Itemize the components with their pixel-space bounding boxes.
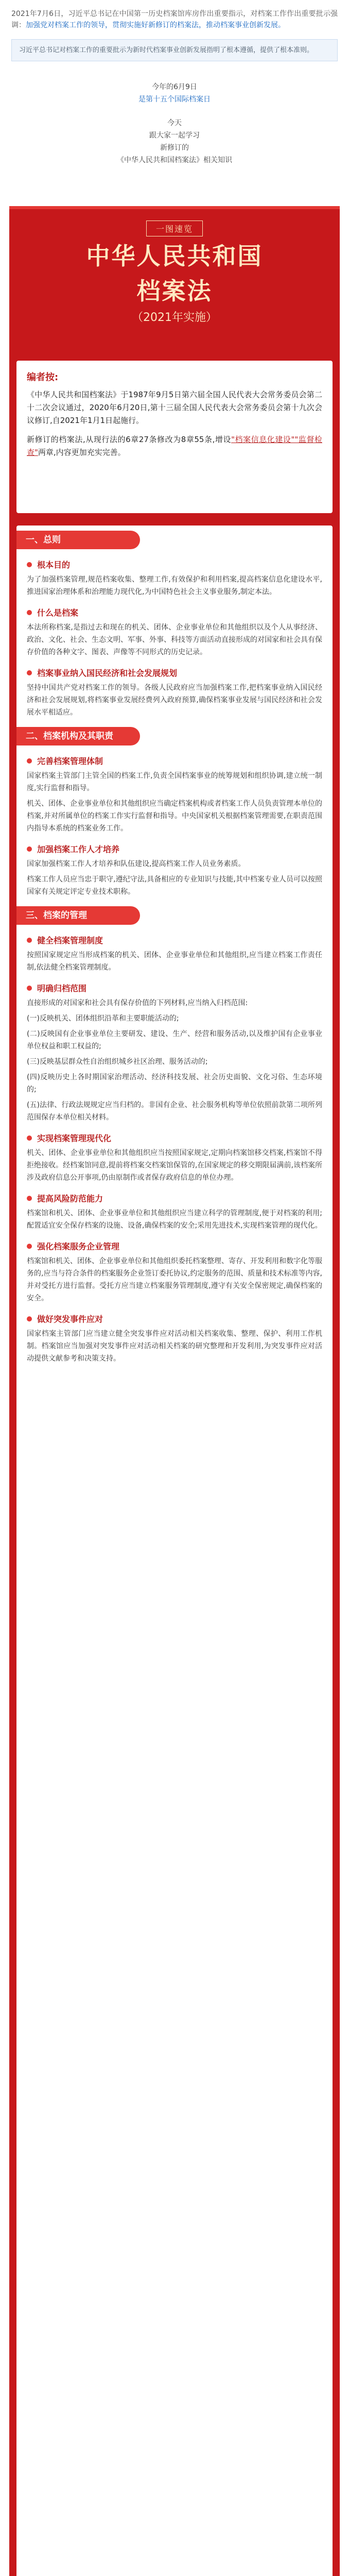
bullet-icon — [27, 610, 32, 615]
editor-note-p2-highlight: "档案信息化建设""监督检查" — [27, 435, 322, 457]
item-heading: 加强档案工作人才培养 — [27, 843, 322, 855]
item-text: 直接形成的对国家和社会具有保存价值的下列材料,应当纳入归档范围: — [27, 999, 248, 1007]
item-heading: 强化档案服务企业管理 — [27, 1240, 322, 1252]
poster-subtitle: （2021年实施） — [132, 311, 217, 324]
item-text: (五)法律、行政法规规定应当归档的。非国有企业、社会服务机构等单位依照前款第二项所列范围保存本单位相关材料。 — [27, 1101, 322, 1122]
stamp-line-6: 《中华人民共和国档案法》相关知识 — [117, 156, 232, 164]
item-heading: 明确归档范围 — [27, 982, 322, 994]
poster-top-band — [9, 206, 340, 209]
section-header — [16, 722, 333, 747]
item-text: 档案馆和机关、团体、企业事业单位和其他组织应当建立科学的管理制度,便于对档案的利用;配置适宜安全保存档案的设施、设备,确保档案的安全;采用先进技术,实现档案管理的现代化。 — [27, 1209, 322, 1230]
bullet-icon — [27, 670, 32, 675]
poster-title-1: 中华人民共和国 — [86, 242, 263, 270]
item-text: 国家档案主管部门主管全国的档案工作,负责全国档案事业的统筹规划和组织协调,建立统一制度,实行监督和指导。 — [27, 772, 322, 792]
item-heading: 完善档案管理体制 — [27, 755, 322, 767]
bullet-icon — [27, 562, 32, 567]
intro-text: 2021年7月6日，习近平总书记在中国第一历史档案馆库房作出重要指示，对档案工作作出重要批示强调： — [11, 10, 338, 29]
stamp-line-5: 新修订的 — [160, 144, 189, 152]
stamp-line-1: 今年的6月9日 — [152, 83, 197, 91]
poster-header — [9, 206, 340, 325]
item-text: 档案馆和机关、团体、企业事业单位和其他组织委托档案整理、寄存、开发利用和数字化等服务的,应当与符合条件的档案服务企业签订委托协议,约定服务的范围、质量和技术标准等内容,并对受托方进行监督。受托方应当建立档案服务管理制度,遵守有关安全保密规定,确保档案的安全。 — [27, 1257, 322, 1302]
tip-box — [11, 39, 338, 61]
item-heading: 什么是档案 — [27, 606, 322, 618]
intro-paragraph — [0, 0, 349, 31]
bullet-icon — [27, 758, 32, 764]
stamp-line-3: 今天 — [167, 119, 182, 127]
law-content-card — [16, 526, 333, 2576]
section-header — [16, 526, 333, 550]
intro-highlight: 加强党对档案工作的领导，贯彻实施好新修订的档案法，推动档案事业创新发展。 — [26, 21, 285, 29]
item-text: 本法所称档案,是指过去和现在的机关、团体、企业事业单位和其他组织以及个人从事经济、政治、文化、社会、生态文明、军事、外事、科技等方面活动直接形成的对国家和社会具有保存价值的各种文字、图表、声像等不同形式的历史记录。 — [27, 623, 322, 656]
item-text: (四)反映历史上各时期国家治理活动、经济科技发展、社会历史面貌、文化习俗、生态环境的; — [27, 1073, 322, 1094]
item-heading: 健全档案管理制度 — [27, 934, 322, 946]
stamp-line-4: 跟大家一起学习 — [149, 131, 200, 140]
item-text: 为了加强档案管理,规范档案收集、整理工作,有效保护和利用档案,提高档案信息化建设水平,推进国家治理体系和治理能力现代化,为中国特色社会主义事业服务,制定本法。 — [27, 575, 322, 596]
item-text: 机关、团体、企业事业单位和其他组织应当确定档案机构或者档案工作人员负责管理本单位的档案,并对所属单位的档案工作实行监督和指导。中央国家机关根据档案管理需要,在职责范围内指导本系统的档案业务工作。 — [27, 800, 322, 833]
stamp-line-2: 是第十五个国际档案日 — [138, 95, 211, 104]
infographic-poster — [9, 206, 340, 2576]
item-text: (三)反映基层群众性自治组织城乡社区治理、服务活动的; — [27, 1058, 208, 1066]
poster-title-2: 档案法 — [136, 277, 213, 305]
item-heading: 提高风险防范能力 — [27, 1192, 322, 1204]
item-text: 国家档案主管部门应当建立健全突发事件应对活动相关档案收集、整理、保护、利用工作机制。档案馆应当加强对突发事件应对活动相关档案的研究整理和开发利用,为突发事件应对活动提供文献参考和决策支持。 — [27, 1330, 322, 1363]
item-heading: 档案事业纳入国民经济和社会发展规划 — [27, 667, 322, 679]
editor-note-p1: 《中华人民共和国档案法》于1987年9月5日第六届全国人民代表大会常务委员会第二十二次会议通过，2020年6月20日,第十三届全国人民代表大会常务委员会第十九次会议修订,自2021年1月1日起施行。 — [27, 390, 322, 425]
item-text: 档案工作人员应当忠于职守,遵纪守法,具备相应的专业知识与技能,其中档案专业人员可以按照国家有关规定评定专业技术职称。 — [27, 875, 322, 896]
item-text: (一)反映机关、团体组织沿革和主要职能活动的; — [27, 1014, 179, 1023]
poster-tag: 一图速览 — [146, 221, 203, 236]
bullet-icon — [27, 1244, 32, 1249]
bullet-icon — [27, 986, 32, 991]
editor-note-p2-a: 新修订的档案法,从现行法的6章27条修改为8章55条,增设 — [27, 435, 232, 444]
bullet-icon — [27, 1136, 32, 1141]
section-header — [16, 901, 333, 926]
item-text: 机关、团体、企业事业单位和其他组织应当按照国家规定,定期向档案馆移交档案,档案馆不得拒绝接收。经档案馆同意,提前将档案交档案馆保管的,在国家规定的移交期限届满前,该档案所涉及政府信息公开事项,仍由原制作或者保存政府信息的单位办理。 — [27, 1149, 322, 1182]
item-text: 坚持中国共产党对档案工作的领导。各级人民政府应当加强档案工作,把档案事业纳入国民经济和社会发展规划,将档案事业发展经费列入政府预算,确保档案事业发展与国民经济和社会发展水平相适应。 — [27, 684, 322, 717]
tip-text: 习近平总书记对档案工作的重要批示为新时代档案事业创新发展指明了根本遵循，提供了根本准则。 — [19, 46, 314, 54]
section-title: 一、总则 — [16, 531, 140, 549]
item-heading: 做好突发事件应对 — [27, 1313, 322, 1325]
bullet-icon — [27, 1196, 32, 1201]
intro-stamp — [0, 81, 349, 166]
item-heading: 根本目的 — [27, 558, 322, 570]
editor-note-card — [16, 361, 333, 513]
bullet-icon — [27, 938, 32, 943]
item-heading: 实现档案管理现代化 — [27, 1132, 322, 1144]
editor-note-p2 — [16, 430, 333, 462]
bullet-icon — [27, 1316, 32, 1321]
bullet-icon — [27, 846, 32, 852]
item-text: 国家加强档案工作人才培养和队伍建设,提高档案工作人员业务素质。 — [27, 860, 246, 868]
item-text: (二)反映国有企业事业单位主要研发、建设、生产、经营和服务活动,以及维护国有企业事业单位权益和职工权益的; — [27, 1030, 322, 1050]
item-text: 按照国家规定应当形成档案的机关、团体、企业事业单位和其他组织,应当建立档案工作责任制,依法健全档案管理制度。 — [27, 951, 322, 972]
section-title: 三、档案的管理 — [16, 906, 140, 925]
editor-note-p2-c: 两章,内容更加充实完善。 — [38, 448, 126, 457]
editor-note-label: 编者按: — [27, 372, 59, 383]
section-title: 二、档案机构及其职责 — [16, 727, 140, 745]
